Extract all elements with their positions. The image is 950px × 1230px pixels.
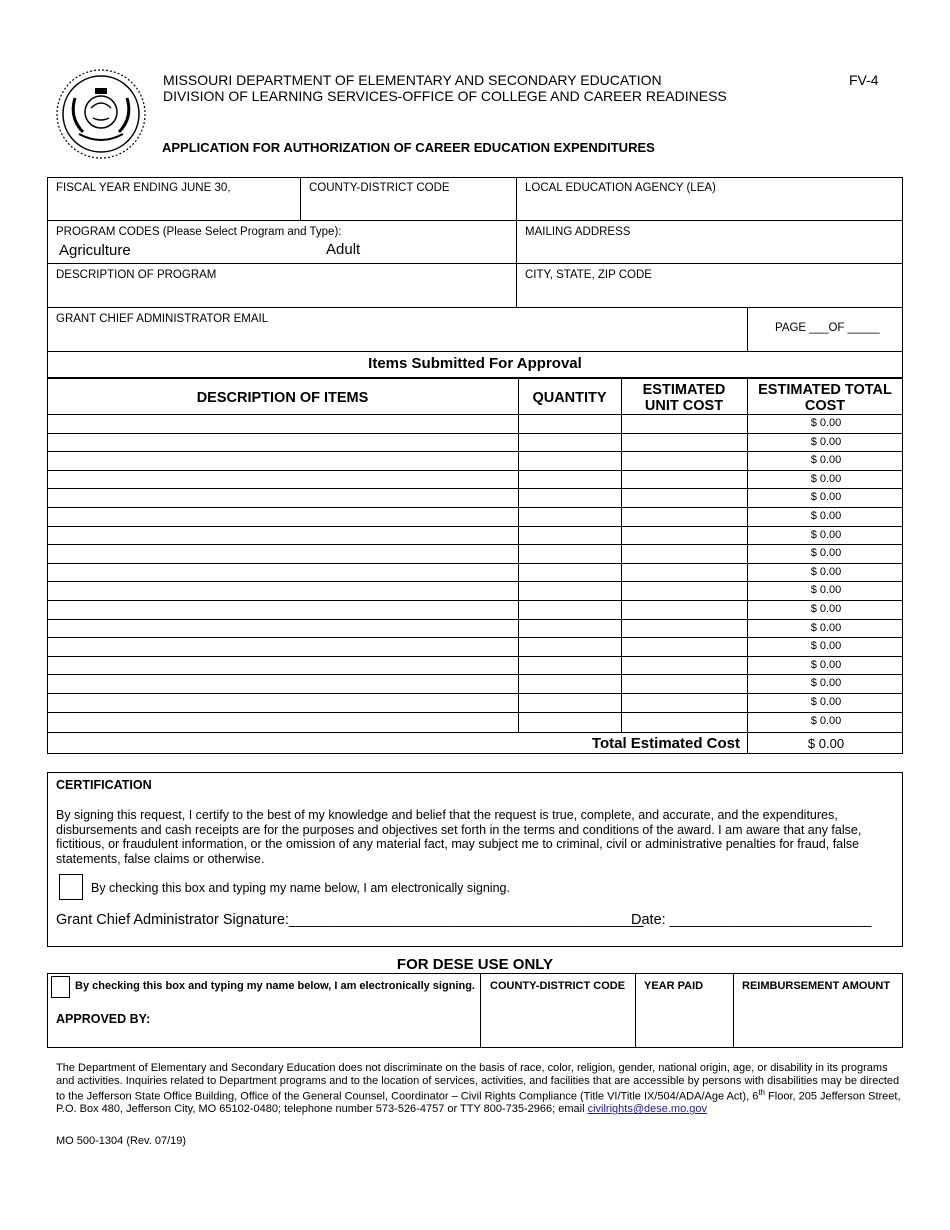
nondiscrimination-notice: The Department of Elementary and Secondary Education does not discriminate on the basis of race, color, religion, gender, national origin, age, or disability in its programs and activities. Inquiries related to Department programs and to the location of services, activities, and facilities that are accessible by persons with disabilities may be directed to the Jefferson State Office Building, Office of the General Counsel, Coordinator – Civil Rights Compliance (Title VI/Title IX/504/ADA/Age Act), 6th Floor, 205 Jefferson Street, P.O. Box 480, Jefferson City, MO 65102-0480; telephone number 573-526-4757 or TTY 800-735-2966; email civilrights@dese.mo.gov <box>56 1062 901 1116</box>
program-description-field[interactable]: DESCRIPTION OF PROGRAM <box>56 269 217 281</box>
col-total-cost: ESTIMATED TOTAL COST <box>758 382 892 414</box>
mailing-address-field[interactable]: MAILING ADDRESS <box>525 226 631 238</box>
date-field[interactable]: Date: _________________________ <box>631 912 872 928</box>
row-total-cost: $ 0.00 <box>810 677 842 690</box>
dese-use-only-title: FOR DESE USE ONLY <box>396 956 554 973</box>
dese-year-paid[interactable]: YEAR PAID <box>644 980 704 992</box>
row-total-cost: $ 0.00 <box>810 714 842 727</box>
city-state-zip-field[interactable]: CITY, STATE, ZIP CODE <box>525 269 652 281</box>
certification-checkbox-label: By checking this box and typing my name below, I am electronically signing. <box>91 881 510 895</box>
program-codes-label: PROGRAM CODES (Please Select Program and Type): <box>56 226 342 238</box>
row-total-cost: $ 0.00 <box>810 603 842 615</box>
form-code: FV-4 <box>849 72 879 88</box>
county-district-code-field[interactable]: COUNTY-DISTRICT CODE <box>309 182 450 194</box>
row-total-cost: $ 0.00 <box>810 565 842 578</box>
row-total-cost: $ 0.00 <box>810 454 842 467</box>
total-estimated-cost-label: Total Estimated Cost <box>591 735 740 752</box>
row-total-cost: $ 0.00 <box>810 510 842 522</box>
total-estimated-cost-value: $ 0.00 <box>807 736 845 751</box>
program-select[interactable]: Agriculture <box>59 242 131 259</box>
col-quantity: QUANTITY <box>532 390 607 406</box>
form-revision: MO 500-1304 (Rev. 07/19) <box>56 1135 187 1147</box>
row-total-cost: $ 0.00 <box>810 435 842 448</box>
program-type-select[interactable]: Adult <box>326 241 361 258</box>
row-total-cost: $ 0.00 <box>810 696 842 708</box>
row-total-cost: $ 0.00 <box>810 658 842 671</box>
row-total-cost: $ 0.00 <box>810 584 842 597</box>
dese-checkbox-label: By checking this box and typing my name below, I am electronically signing. <box>75 980 475 992</box>
dese-reimbursement-amount[interactable]: REIMBURSEMENT AMOUNT <box>742 980 891 992</box>
row-total-cost: $ 0.00 <box>810 528 842 541</box>
certification-checkbox[interactable] <box>59 874 83 900</box>
lea-field[interactable]: LOCAL EDUCATION AGENCY (LEA) <box>525 182 716 194</box>
row-total-cost: $ 0.00 <box>810 621 842 634</box>
certification-text: By signing this request, I certify to the best of my knowledge and belief that the request is true, complete, and accurate, and the expenditures, disbursements and cash receipts are for the purposes and objectives set forth in the terms and conditions of the award. I am aware that any false, fictitious, or fraudulent information, or the omission of any material fact, may subject me to criminal, civil or administrative penalties for fraud, false statements, false claims or otherwise. <box>56 808 862 866</box>
division-name: DIVISION OF LEARNING SERVICES-OFFICE OF COLLEGE AND CAREER READINESS <box>163 88 727 104</box>
row-total-cost: $ 0.00 <box>810 417 842 429</box>
dese-approval-checkbox[interactable] <box>51 976 70 998</box>
items-section-title: Items Submitted For Approval <box>368 355 582 372</box>
missouri-state-seal <box>55 68 147 160</box>
dese-county-district-code[interactable]: COUNTY-DISTRICT CODE <box>490 980 626 992</box>
form-title: APPLICATION FOR AUTHORIZATION OF CAREER EDUCATION EXPENDITURES <box>162 140 655 155</box>
civil-rights-email-link[interactable]: civilrights@dese.mo.gov <box>587 1103 707 1116</box>
approved-by-field[interactable]: APPROVED BY: <box>56 1012 151 1026</box>
row-total-cost: $ 0.00 <box>810 640 842 653</box>
fiscal-year-field[interactable]: FISCAL YEAR ENDING JUNE 30, <box>56 182 231 194</box>
row-total-cost: $ 0.00 <box>810 547 842 560</box>
col-unit-cost: ESTIMATED UNIT COST <box>642 382 726 414</box>
row-total-cost: $ 0.00 <box>810 472 842 485</box>
certification-title: CERTIFICATION <box>56 778 152 792</box>
admin-email-field[interactable]: GRANT CHIEF ADMINISTRATOR EMAIL <box>56 313 269 325</box>
page-number-field[interactable]: PAGE ___OF _____ <box>775 322 880 334</box>
col-description: DESCRIPTION OF ITEMS <box>196 390 369 406</box>
signature-field[interactable]: Grant Chief Administrator Signature:____________________________________________ <box>56 912 644 928</box>
department-name: MISSOURI DEPARTMENT OF ELEMENTARY AND SECONDARY EDUCATION <box>163 72 662 88</box>
row-total-cost: $ 0.00 <box>810 491 842 504</box>
